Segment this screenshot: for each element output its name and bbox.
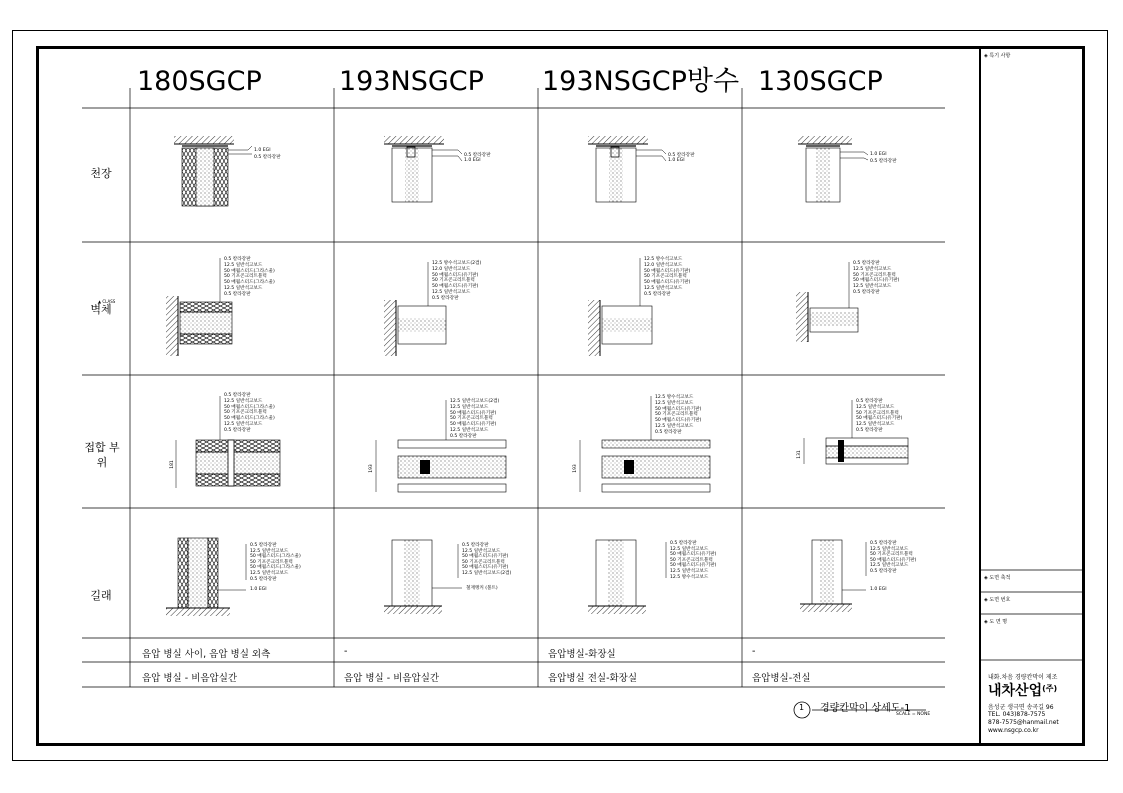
row-label-wall: 벽체 <box>90 303 112 316</box>
ceiling-detail-c4 <box>798 136 852 202</box>
joint-note-c1-4: 50 기포콘크리트블럭 <box>224 410 267 416</box>
wall-note-c3-2: 12.0 일반석고보드 <box>644 262 683 268</box>
joint-note-c3-3: 50 매월스터드(유기판) <box>655 406 702 412</box>
floor-note-c1-7: 0.5 칼라강판 <box>250 576 277 582</box>
column-title-193nsgcp: 193NSGCP <box>339 66 484 97</box>
company-tagline: 내화.차음 경량칸막이 제조 <box>988 674 1058 681</box>
footer-cell-r1-c1: 음압 병실 사이, 음압 병실 외측 <box>142 649 271 660</box>
wall-note-c4-6: 0.5 칼라강판 <box>853 290 880 295</box>
ceiling-note-c2-1: 0.5 칼라강판 <box>464 153 491 158</box>
drawing-name-label: ◈ 도 면 명 <box>984 619 1008 625</box>
joint-note-c3-7: 0.5 칼라강판 <box>655 429 682 435</box>
wall-note-c3-7: 0.5 칼라강판 <box>644 291 671 297</box>
floor-note-c4-4: 50 매월스터드(유기판) <box>870 557 917 563</box>
joint-note-c1-5: 50 매월스터드(그라스울) <box>224 416 275 422</box>
joint-note-c2-7: 0.5 칼라강판 <box>450 433 477 439</box>
wall-note-c3-1: 12.5 방수석고보드 <box>644 257 683 262</box>
floor-detail-c3 <box>588 540 646 614</box>
wall-note-c2-1: 12.5 방수석고보드(2겹) <box>432 261 482 266</box>
joint-note-c4-2: 12.5 일반석고보드 <box>856 404 895 410</box>
floor-note-c3-5: 50 매월스터드(유기판) <box>670 563 717 569</box>
floor-note-c2-2: 12.5 일반석고보드 <box>462 548 501 554</box>
joint-note-c3-1: 12.5 방수석고보드 <box>655 395 694 400</box>
drawing-number-label: ◈ 도면 번호 <box>984 597 1011 603</box>
floor-note-c2-4: 50 기포콘크리트블럭 <box>462 559 505 565</box>
footer-cell-r1-c2: - <box>344 646 348 657</box>
floor-note-c2-anchor-1: 철재앵커 (볼트) <box>466 586 498 591</box>
wall-detail-c2 <box>384 300 446 356</box>
footer-cell-r1-c3: 음압병실-화장실 <box>548 649 616 660</box>
joint-detail-c1 <box>176 440 280 488</box>
column-title-180sgcp: 180SGCP <box>137 66 262 97</box>
company-logo: 내차산업$^{(주)}$ <box>988 683 1058 699</box>
column-title-193nsgcp-waterproof: 193NSGCP방수 <box>542 66 740 97</box>
floor-note-c3-7: 12.5 방수석고보드 <box>670 574 709 580</box>
joint-note-c3-5: 50 매월스터드(유기판) <box>655 418 702 424</box>
ceiling-detail-c3 <box>588 136 648 202</box>
floor-detail-c4 <box>800 540 852 612</box>
joint-detail-c3 <box>580 440 710 492</box>
wall-note-c2-7: 0.5 칼라강판 <box>432 295 459 301</box>
floor-note-c1-5: 50 매월스터드(그라스울) <box>250 565 301 571</box>
wall-note-c4-5: 12.5 일반석고보드 <box>853 284 892 290</box>
floor-note-c2-3: 50 매월스터드(유기판) <box>462 554 509 560</box>
joint-note-c4-3: 50 기포콘크리트블럭 <box>856 410 899 416</box>
joint-note-c3-4: 50 기포콘크리트블럭 <box>655 412 698 418</box>
footer-cell-r1-c4: - <box>752 646 756 657</box>
floor-note-c1-1: 0.5 칼라강판 <box>250 543 277 548</box>
wall-note-c2-3: 50 매월스터드(유기판) <box>432 272 479 278</box>
scale-label: ◈ 도면 축적 <box>984 575 1011 581</box>
wall-note-c3-5: 50 매월스터드(유기판) <box>644 280 691 286</box>
company-website: www.nsgcp.co.kr <box>988 727 1039 734</box>
joint-note-c3-2: 12.5 일반석고보드 <box>655 400 694 406</box>
wall-detail-c3 <box>588 300 652 356</box>
joint-dimension-4: 131 <box>796 450 802 459</box>
wall-note-c4-1: 0.5 칼라강판 <box>853 261 880 266</box>
wall-note-c1-7: 0.5 칼라강판 <box>224 291 251 297</box>
wall-note-c3-6: 12.5 일반석고보드 <box>644 286 683 291</box>
joint-detail-c2 <box>376 440 506 492</box>
joint-note-c3-6: 12.5 일반석고보드 <box>655 424 694 429</box>
wall-note-c4-2: 12.5 일반석고보드 <box>853 266 892 272</box>
floor-note-c1-3: 50 매월스터드(그라스울) <box>250 554 301 560</box>
wall-class-tag: ▲ CLASS <box>98 299 116 304</box>
floor-note-c1-4: 50 기포콘크리트블럭 <box>250 559 293 565</box>
caption-scale: SCALE = NONE <box>896 712 931 717</box>
floor-note-c4-6: 0.5 칼라강판 <box>870 569 897 574</box>
joint-note-c2-2: 12.5 일반석고보드 <box>450 404 489 410</box>
joint-note-c2-1: 12.5 일반석고보드(2겹) <box>450 399 500 404</box>
wall-detail-c1 <box>166 296 232 356</box>
floor-note-c3-2: 12.5 일반석고보드 <box>670 546 709 552</box>
footer-cell-r2-c3: 음압병실 전실-화장실 <box>548 673 638 684</box>
joint-note-c2-6: 12.5 일반석고보드 <box>450 428 489 433</box>
column-title-130sgcp: 130SGCP <box>758 66 883 97</box>
wall-note-c2-6: 12.5 일반석고보드 <box>432 290 471 295</box>
floor-note-c3-3: 50 매월스터드(유기판) <box>670 552 717 558</box>
wall-note-c2-4: 50 기포콘크리트블럭 <box>432 278 475 284</box>
floor-note-c3-1: 0.5 칼라강판 <box>670 541 697 546</box>
joint-note-c1-7: 0.5 칼라강판 <box>224 427 251 433</box>
wall-detail-c4 <box>796 292 858 342</box>
floor-note-c3-6: 12.5 일반석고보드 <box>670 569 709 574</box>
footer-cell-r2-c2: 음압 병실 - 비음압실간 <box>344 673 440 684</box>
company-email: 878-7575@hanmail.net <box>988 719 1059 726</box>
joint-note-c4-6: 0.5 칼라강판 <box>856 428 883 433</box>
wall-note-c4-3: 50 기포콘크리트블럭 <box>853 272 896 278</box>
joint-note-c1-2: 12.5 일반석고보드 <box>224 398 263 404</box>
footer-cell-r2-c4: 음압병실-전실 <box>752 673 811 684</box>
caption-title: 경량칸막이 상세도-1 <box>820 703 911 714</box>
floor-note-c1-6: 12.5 일반석고보드 <box>250 571 289 576</box>
floor-note-c4-2: 12.5 일반석고보드 <box>870 546 909 552</box>
floor-note-c3-4: 50 기포콘크리트블럭 <box>670 557 713 563</box>
wall-note-c4-4: 50 매월스터드(유기판) <box>853 278 900 284</box>
joint-note-c4-4: 50 매월스터드(유기판) <box>856 416 903 422</box>
floor-note-c4-egi-1: 1.0 EGI <box>870 587 887 592</box>
joint-note-c2-4: 50 기포콘크리트블럭 <box>450 416 493 422</box>
ceiling-note-c3-2: 1.0 EGI <box>668 157 685 163</box>
wall-note-c2-5: 50 매월스터드(유기판) <box>432 284 479 290</box>
joint-note-c4-5: 12.5 일반석고보드 <box>856 422 895 428</box>
ceiling-note-c2-2: 1.0 EGI <box>464 157 481 163</box>
wall-note-c3-3: 50 매월스터드(유기판) <box>644 268 691 274</box>
joint-note-c2-5: 50 매월스터드(유기판) <box>450 422 497 428</box>
floor-detail-c2 <box>384 540 442 614</box>
floor-note-c2-6: 12.5 일반석고보드(2겹) <box>462 571 512 576</box>
joint-note-c1-1: 0.5 칼라강판 <box>224 393 251 398</box>
joint-note-c4-1: 0.5 칼라강판 <box>856 399 883 404</box>
ceiling-detail-c1 <box>174 136 234 206</box>
floor-note-c4-5: 12.5 일반석고보드 <box>870 563 909 569</box>
wall-note-c3-4: 50 기포콘크리트블럭 <box>644 274 687 280</box>
wall-note-c1-1: 0.5 칼라강판 <box>224 257 251 262</box>
ceiling-note-c1-1: 1.0 EGI <box>254 148 271 153</box>
floor-note-c1-2: 12.5 일반석고보드 <box>250 548 289 554</box>
wall-note-c1-5: 50 매월스터드(그라스울) <box>224 280 275 286</box>
caption-number: 1 <box>799 703 805 712</box>
joint-note-c2-3: 50 매월스터드(유기판) <box>450 410 497 416</box>
joint-note-c1-6: 12.5 일반석고보드 <box>224 422 263 427</box>
row-label-floor: 길래 <box>90 589 112 602</box>
floor-detail-c1 <box>166 538 230 616</box>
joint-dimension-2: 193 <box>368 464 374 473</box>
wall-note-c1-6: 12.5 일반석고보드 <box>224 286 263 291</box>
company-address: 음성군 생극면 송곡길 96 <box>988 704 1054 711</box>
ceiling-note-c1-2: 0.5 칼라강판 <box>254 154 281 160</box>
joint-detail-c4 <box>804 438 908 464</box>
wall-note-c1-3: 50 매월스터드(그라스울) <box>224 268 275 274</box>
ceiling-detail-c2 <box>384 136 444 202</box>
company-tel: TEL. 043)878-7575 <box>988 711 1046 718</box>
footer-cell-r2-c1: 음압 병실 - 비음압실간 <box>142 673 238 684</box>
wall-note-c2-2: 12.0 일반석고보드 <box>432 266 471 272</box>
joint-dimension-1: 181 <box>169 460 175 469</box>
joint-dimension-3: 193 <box>572 464 578 473</box>
ceiling-note-c4-2: 0.5 칼라강판 <box>870 158 897 164</box>
ceiling-note-c3-1: 0.5 칼라강판 <box>668 153 695 158</box>
notes-label: ◈ 특기 사항 <box>984 53 1011 59</box>
joint-note-c1-3: 50 매월스터드(그라스울) <box>224 404 275 410</box>
ceiling-note-c4-1: 1.0 EGI <box>870 152 887 157</box>
wall-note-c1-2: 12.5 일반석고보드 <box>224 262 263 268</box>
row-label-joint: 접합 부위 <box>84 441 120 469</box>
wall-note-c1-4: 50 기포콘크리트블럭 <box>224 274 267 280</box>
floor-note-c4-1: 0.5 칼라강판 <box>870 541 897 546</box>
floor-note-c4-3: 50 기포콘크리트블럭 <box>870 552 913 558</box>
floor-note-c2-1: 0.5 칼라강판 <box>462 543 489 548</box>
floor-note-c2-5: 50 매월스터드(유기판) <box>462 565 509 571</box>
row-label-ceiling: 천장 <box>90 167 112 180</box>
floor-note-c1-egi-1: 1.0 EGI <box>250 587 267 592</box>
